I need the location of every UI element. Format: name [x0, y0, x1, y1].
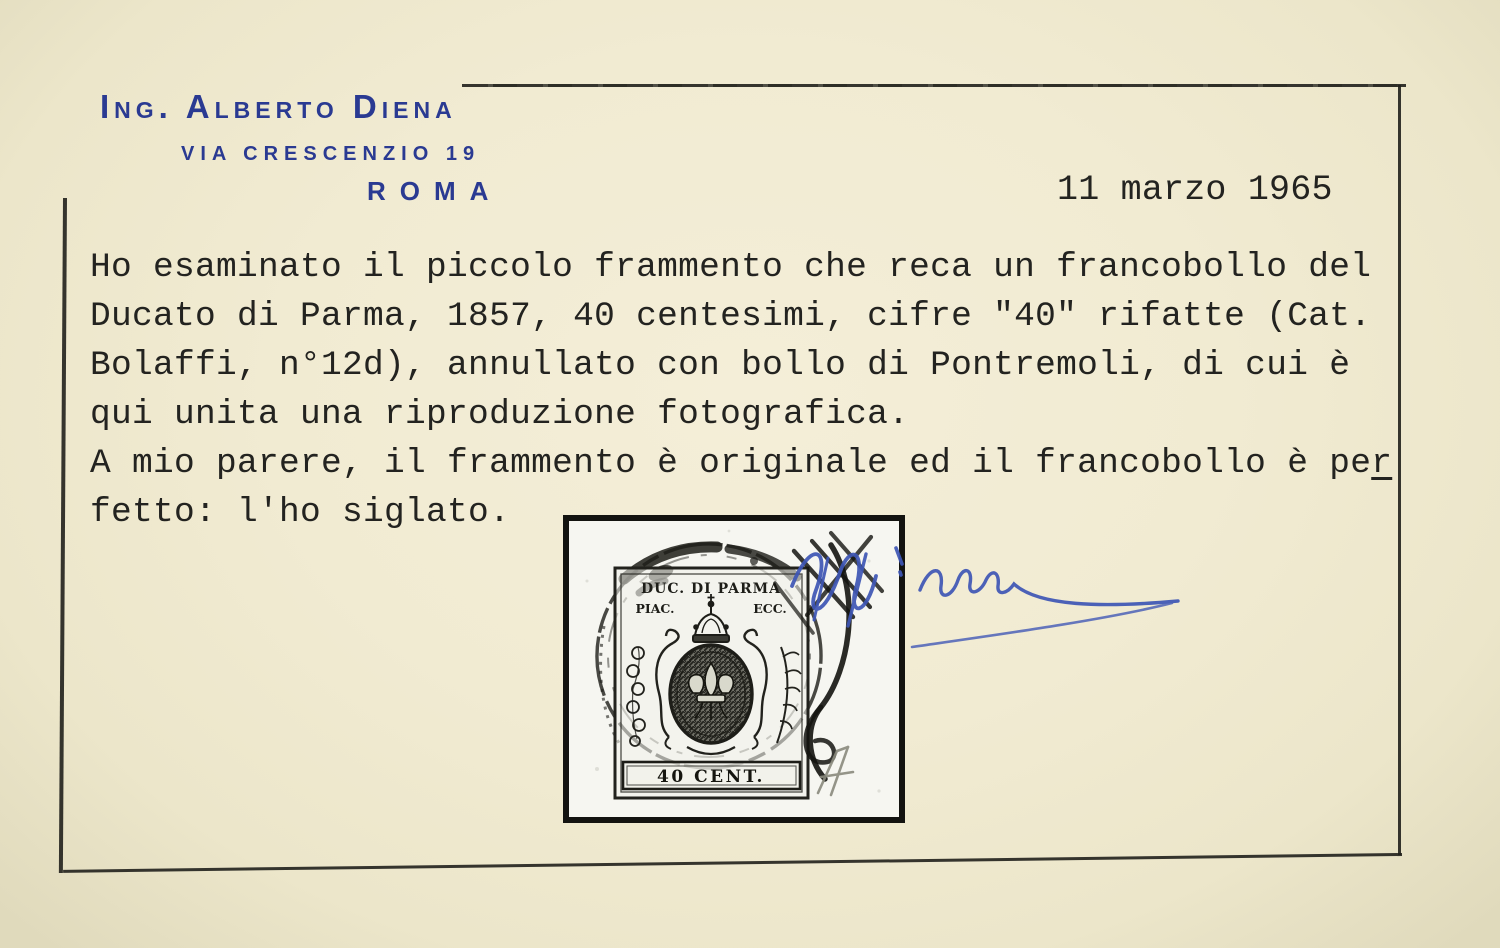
letterhead-city: ROMA: [367, 176, 503, 206]
stamp-inscription-line2-left: PIAC.: [635, 601, 675, 616]
stamp-value-text: 40 CENT.: [657, 767, 765, 787]
frame-top-rule: [462, 84, 1406, 87]
date: 11 marzo 1965: [1057, 170, 1333, 210]
hyphenation-underlined-char: r: [1371, 444, 1393, 483]
frame-left-rule: [59, 198, 67, 873]
pencil-initials: [818, 747, 853, 795]
body-line-5-text: A mio parere, il frammento è originale ed il francobollo è pe: [90, 444, 1372, 483]
body-line-1: Ho esaminato il piccolo frammento che reca un francobollo del: [90, 248, 1372, 287]
stamp-inscription-line2-right: ECC.: [753, 601, 787, 616]
body-line-2: Ducato di Parma, 1857, 40 centesimi, cifre "40" rifatte (Cat.: [90, 297, 1372, 336]
body-line-5: [90, 439, 1410, 488]
body-line-4: qui unita una riproduzione fotografica.: [90, 395, 910, 434]
value-tablet: [623, 762, 800, 789]
letterhead-name: Ing. Alberto Diena: [100, 88, 457, 125]
stamp-inscription-line1: DUC. DI PARMA: [641, 581, 781, 597]
body-line-6: fetto: l'ho siglato.: [90, 493, 511, 532]
center-oval-fleur-de-lis: [670, 645, 752, 743]
letterhead-street: VIA CRESCENZIO 19: [181, 143, 481, 165]
frame-bottom-rule: [63, 853, 1402, 873]
signature-alberto-diena: [770, 528, 1230, 673]
body-line-3: Bolaffi, n°12d), annullato con bollo di Pontremoli, di cui è: [90, 346, 1351, 385]
certificate-body: [90, 243, 1410, 537]
